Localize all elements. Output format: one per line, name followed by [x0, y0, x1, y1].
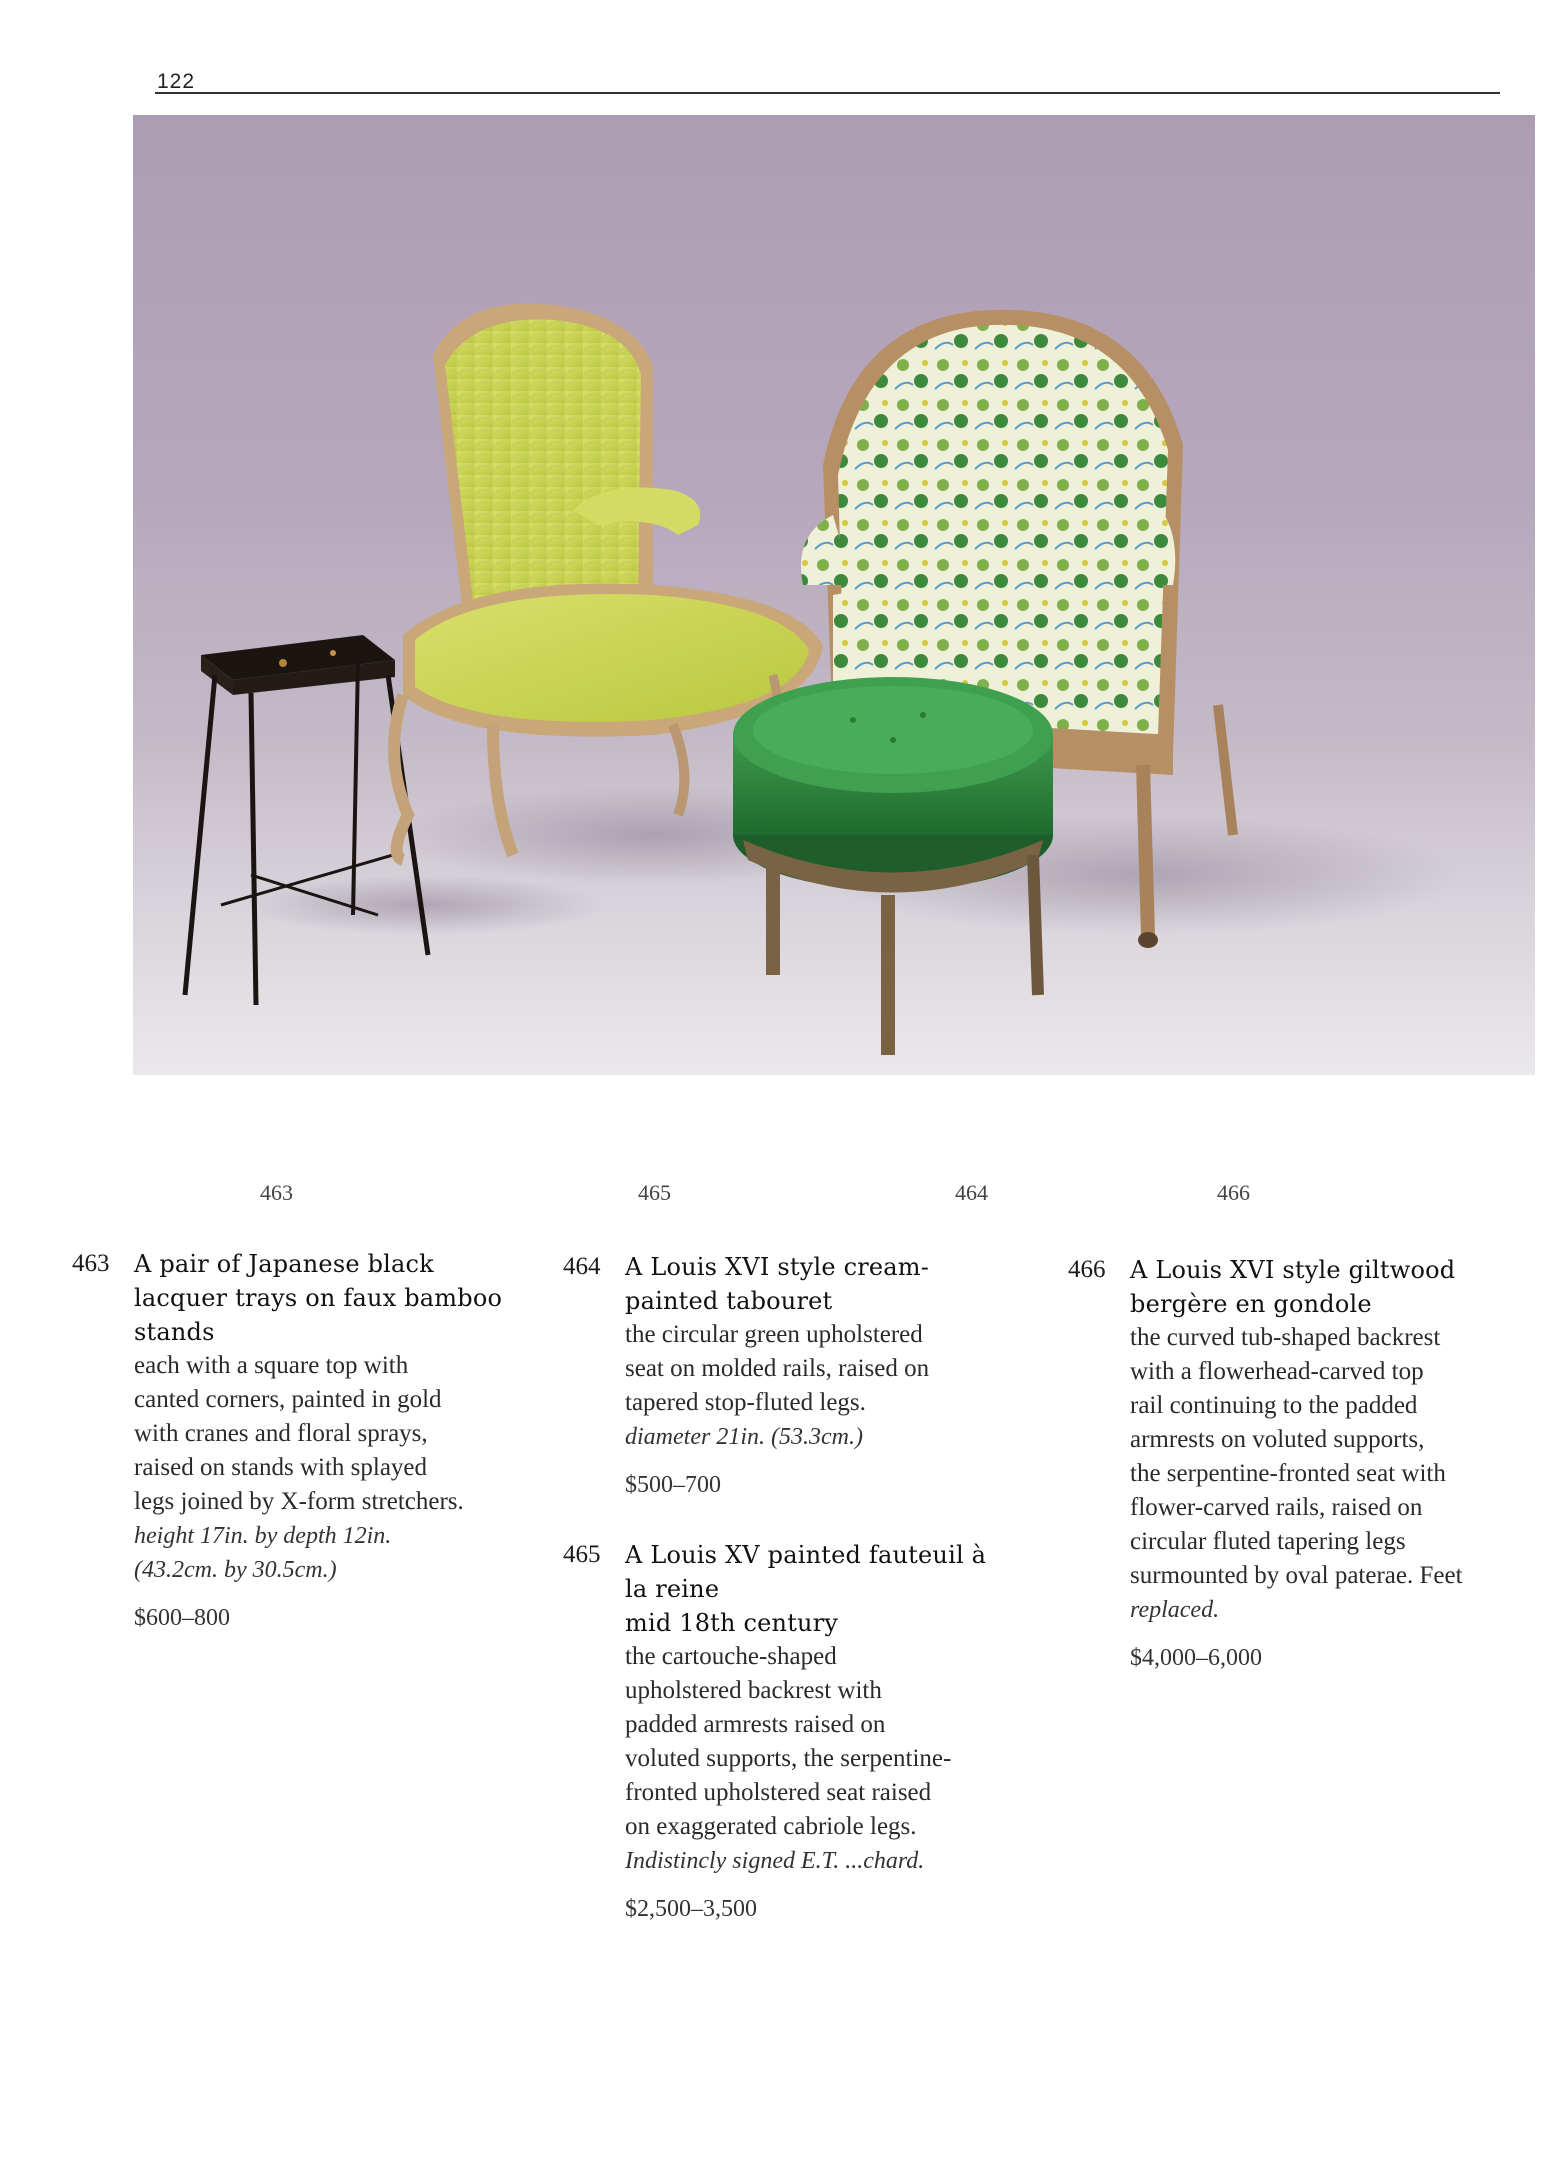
- lot-estimate: $4,000–6,000: [1130, 1645, 1262, 1671]
- lot-number: 463: [72, 1250, 110, 1277]
- lot-number: 465: [563, 1541, 601, 1568]
- lacquer-tray-stand: [185, 635, 428, 1005]
- lot-466: [1068, 1253, 1548, 1675]
- lot-description: the cartouche-shaped upholstered backrest with padded armrests raised on voluted supports, the serpentine- fronted upholstered seat raised on exaggerated cabriole legs.: [625, 1643, 952, 1840]
- lot-dimensions: diameter 21in. (53.3cm.): [625, 1424, 863, 1450]
- lot-description: the curved tub-shaped backrest with a flowerhead-carved top rail continuing to the padded armrests on voluted supports, the serpentine-fronted seat with flower-carved rails, raised on circular fluted tapering legs surmounted by oval paterae. Feet: [1130, 1324, 1463, 1589]
- lot-465: [563, 1538, 1043, 1926]
- figure-label-464: 464: [955, 1180, 988, 1205]
- lot-estimate: $500–700: [625, 1472, 721, 1498]
- lot-title: A Louis XVI style giltwood bergère en gondole: [1130, 1256, 1456, 1318]
- lot-signature-note: Indistincly signed E.T. ...chard.: [625, 1848, 925, 1874]
- lot-463: [72, 1247, 552, 1635]
- lot-number: 464: [563, 1253, 601, 1280]
- green-tabouret: [733, 677, 1053, 1055]
- lot-description: each with a square top with canted corners, painted in gold with cranes and floral sprays, raised on stands with splayed legs joined by X-form stretchers.: [134, 1352, 464, 1515]
- page-number: 122: [157, 70, 196, 93]
- figure-label-465: 465: [638, 1180, 671, 1205]
- lot-title: A pair of Japanese black lacquer trays on faux bamboo stands: [134, 1250, 503, 1346]
- figure-label-466: 466: [1217, 1180, 1250, 1205]
- figure-label-463: 463: [260, 1180, 293, 1205]
- lot-title: A Louis XV painted fauteuil à la reine mid 18th century: [625, 1541, 987, 1637]
- lot-description: the circular green upholstered seat on molded rails, raised on tapered stop-fluted legs.: [625, 1321, 930, 1416]
- header-rule: [155, 92, 1500, 94]
- lot-464: [563, 1250, 1043, 1502]
- lot-title: A Louis XVI style cream- painted tabouret: [625, 1253, 930, 1315]
- lot-number: 466: [1068, 1256, 1106, 1283]
- lot-dimensions: height 17in. by depth 12in. (43.2cm. by 30.5cm.): [134, 1523, 392, 1583]
- furniture-photograph: [133, 115, 1535, 1075]
- lot-estimate: $2,500–3,500: [625, 1896, 757, 1922]
- lot-condition-note: replaced.: [1130, 1597, 1220, 1623]
- lot-estimate: $600–800: [134, 1605, 230, 1631]
